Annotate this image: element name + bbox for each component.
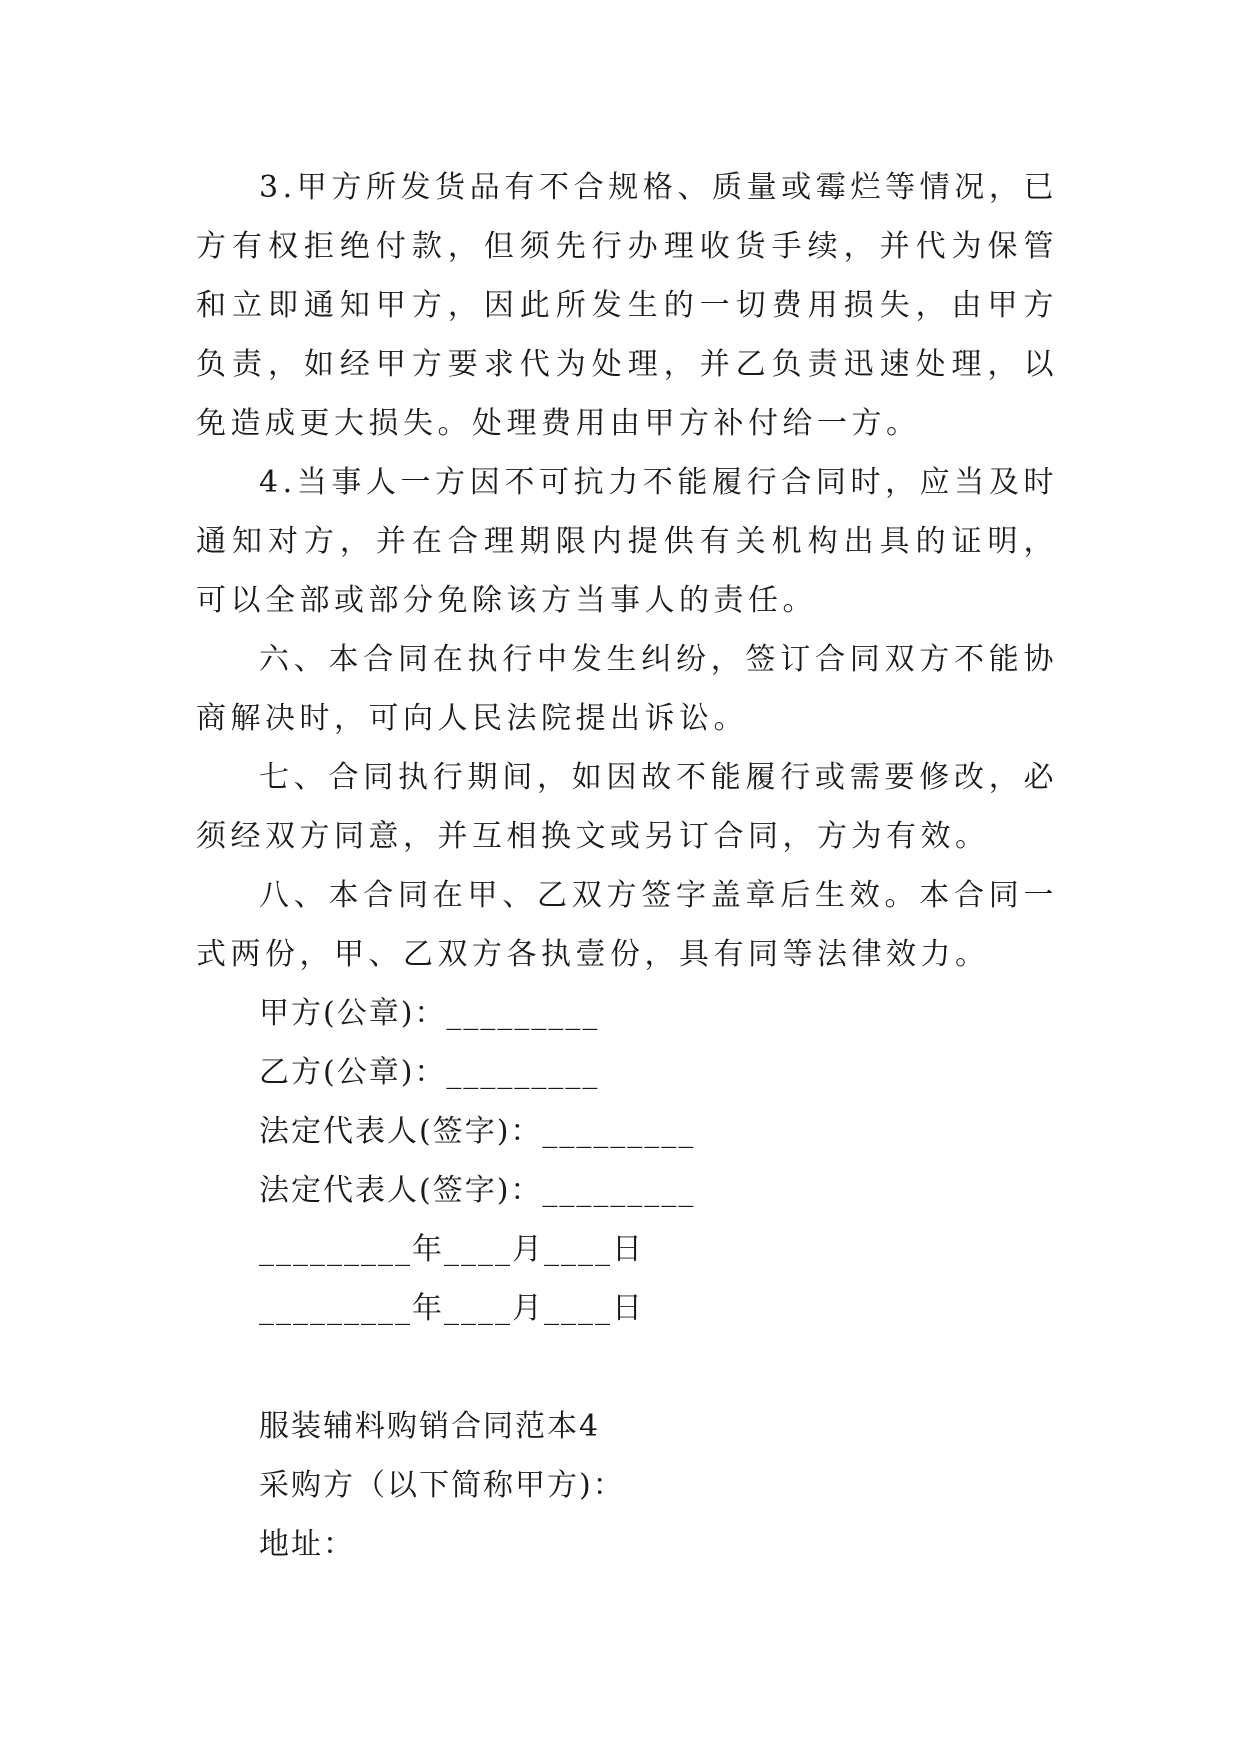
buyer-label: 采购方（以下简称甲方)： xyxy=(259,1468,625,1503)
date-line: _________年____月____日 xyxy=(259,1232,644,1267)
clause-4-paragraph: 4.当事人一方因不可抗力不能履行合同时，应当及时通知对方，并在合理期限内提供有关机构出具的证明，可以全部或部分免除该方当事人的责任。 xyxy=(196,465,1058,618)
date-line: _________年____月____日 xyxy=(259,1291,644,1326)
clause-six-paragraph: 六、本合同在执行中发生纠纷，签订合同双方不能协商解决时，可向人民法院提出诉讼。 xyxy=(196,642,1058,736)
clause-seven-paragraph: 七、合同执行期间，如因故不能履行或需要修改，必须经双方同意，并互相换文或另订合同，方为有效。 xyxy=(196,760,1058,854)
address-label: 地址： xyxy=(259,1527,355,1562)
legal-rep-signature-line: 法定代表人(签字)：_________ xyxy=(259,1173,696,1208)
document-body xyxy=(196,158,1058,1574)
section-spacer xyxy=(196,1338,1058,1397)
party-a-seal-line: 甲方(公章)：_________ xyxy=(259,996,600,1031)
clause-3-paragraph: 3.甲方所发货品有不合规格、质量或霉烂等情况，已方有权拒绝付款，但须先行办理收货手续，并代为保管和立即通知甲方，因此所发生的一切费用损失，由甲方负责，如经甲方要求代为处理，并乙负责迅速处理，以免造成更大损失。处理费用由甲方补付给一方。 xyxy=(196,170,1058,441)
party-b-seal-line: 乙方(公章)：_________ xyxy=(259,1055,600,1090)
section-title: 服装辅料购销合同范本4 xyxy=(259,1409,601,1444)
clause-eight-paragraph: 八、本合同在甲、乙双方签字盖章后生效。本合同一式两份，甲、乙双方各执壹份，具有同等法律效力。 xyxy=(196,878,1058,972)
legal-rep-signature-line: 法定代表人(签字)：_________ xyxy=(259,1114,696,1149)
